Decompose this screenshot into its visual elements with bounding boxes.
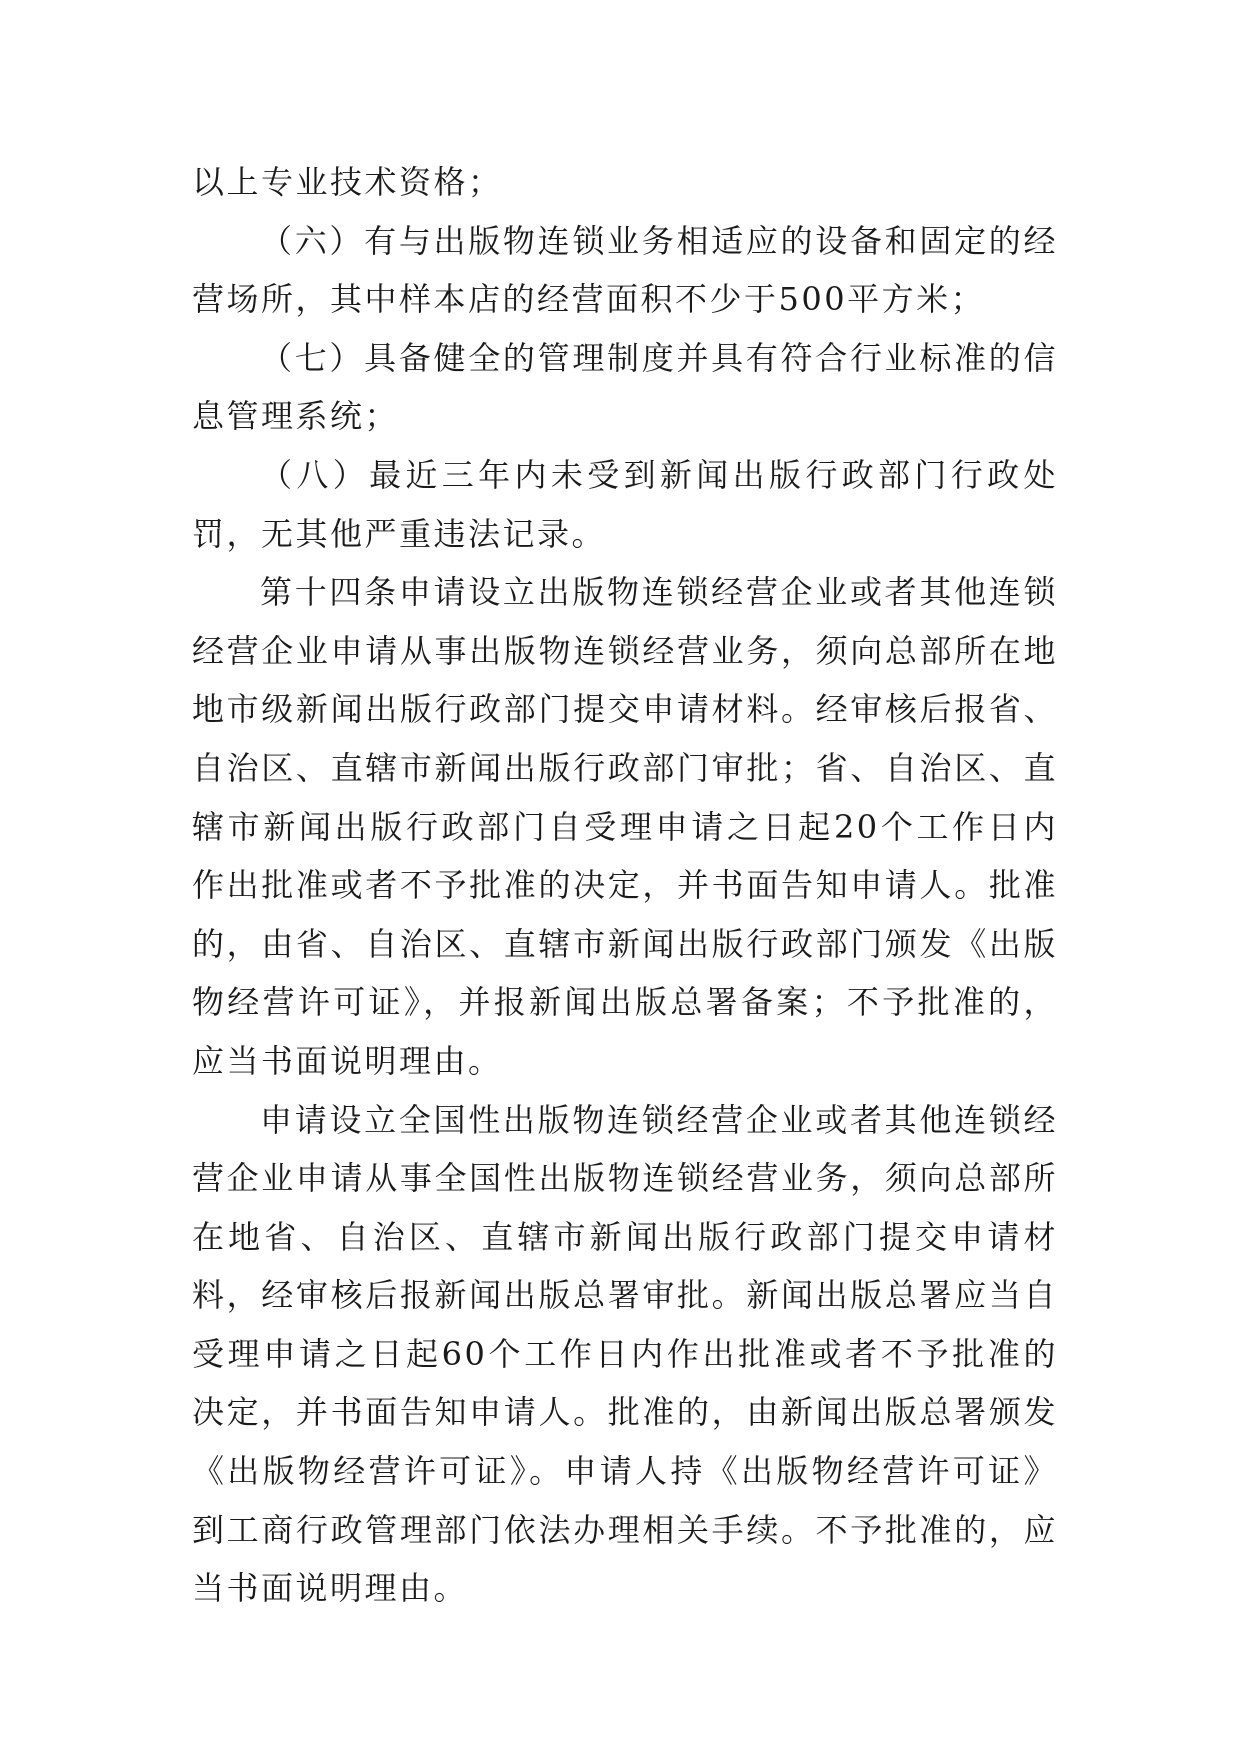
paragraph-national-chain: 申请设立全国性出版物连锁经营企业或者其他连锁经营企业申请从事全国性出版物连锁经营业务，须向总部所在地省、自治区、直辖市新闻出版行政部门提交申请材料，经审核后报新闻出版总署审批。新闻出版总署应当自受理申请之日起60个工作日内作出批准或者不予批准的决定，并书面告知申请人。批准的，由新闻出版总署颁发《出版物经营许可证》。申请人持《出版物经营许可证》到工商行政管理部门依法办理相关手续。不予批准的，应当书面说明理由。 — [192, 1100, 1058, 1608]
paragraph-item-eight: （八）最近三年内未受到新闻出版行政部门行政处罚，无其他严重违法记录。 — [192, 455, 1058, 553]
paragraph-continuation: 以上专业技术资格； — [192, 163, 503, 201]
document-body — [192, 153, 1058, 1618]
paragraph-article-fourteen: 第十四条申请设立出版物连锁经营企业或者其他连锁经营企业申请从事出版物连锁经营业务，须向总部所在地地市级新闻出版行政部门提交申请材料。经审核后报省、自治区、直辖市新闻出版行政部门审批；省、自治区、直辖市新闻出版行政部门自受理申请之日起20个工作日内作出批准或者不予批准的决定，并书面告知申请人。批准的，由省、自治区、直辖市新闻出版行政部门颁发《出版物经营许可证》，并报新闻出版总署备案；不予批准的，应当书面说明理由。 — [192, 573, 1058, 1080]
paragraph-item-six: （六）有与出版物连锁业务相适应的设备和固定的经营场所，其中样本店的经营面积不少于500平方米； — [192, 221, 1058, 319]
paragraph-item-seven: （七）具备健全的管理制度并具有符合行业标准的信息管理系统； — [192, 338, 1058, 436]
